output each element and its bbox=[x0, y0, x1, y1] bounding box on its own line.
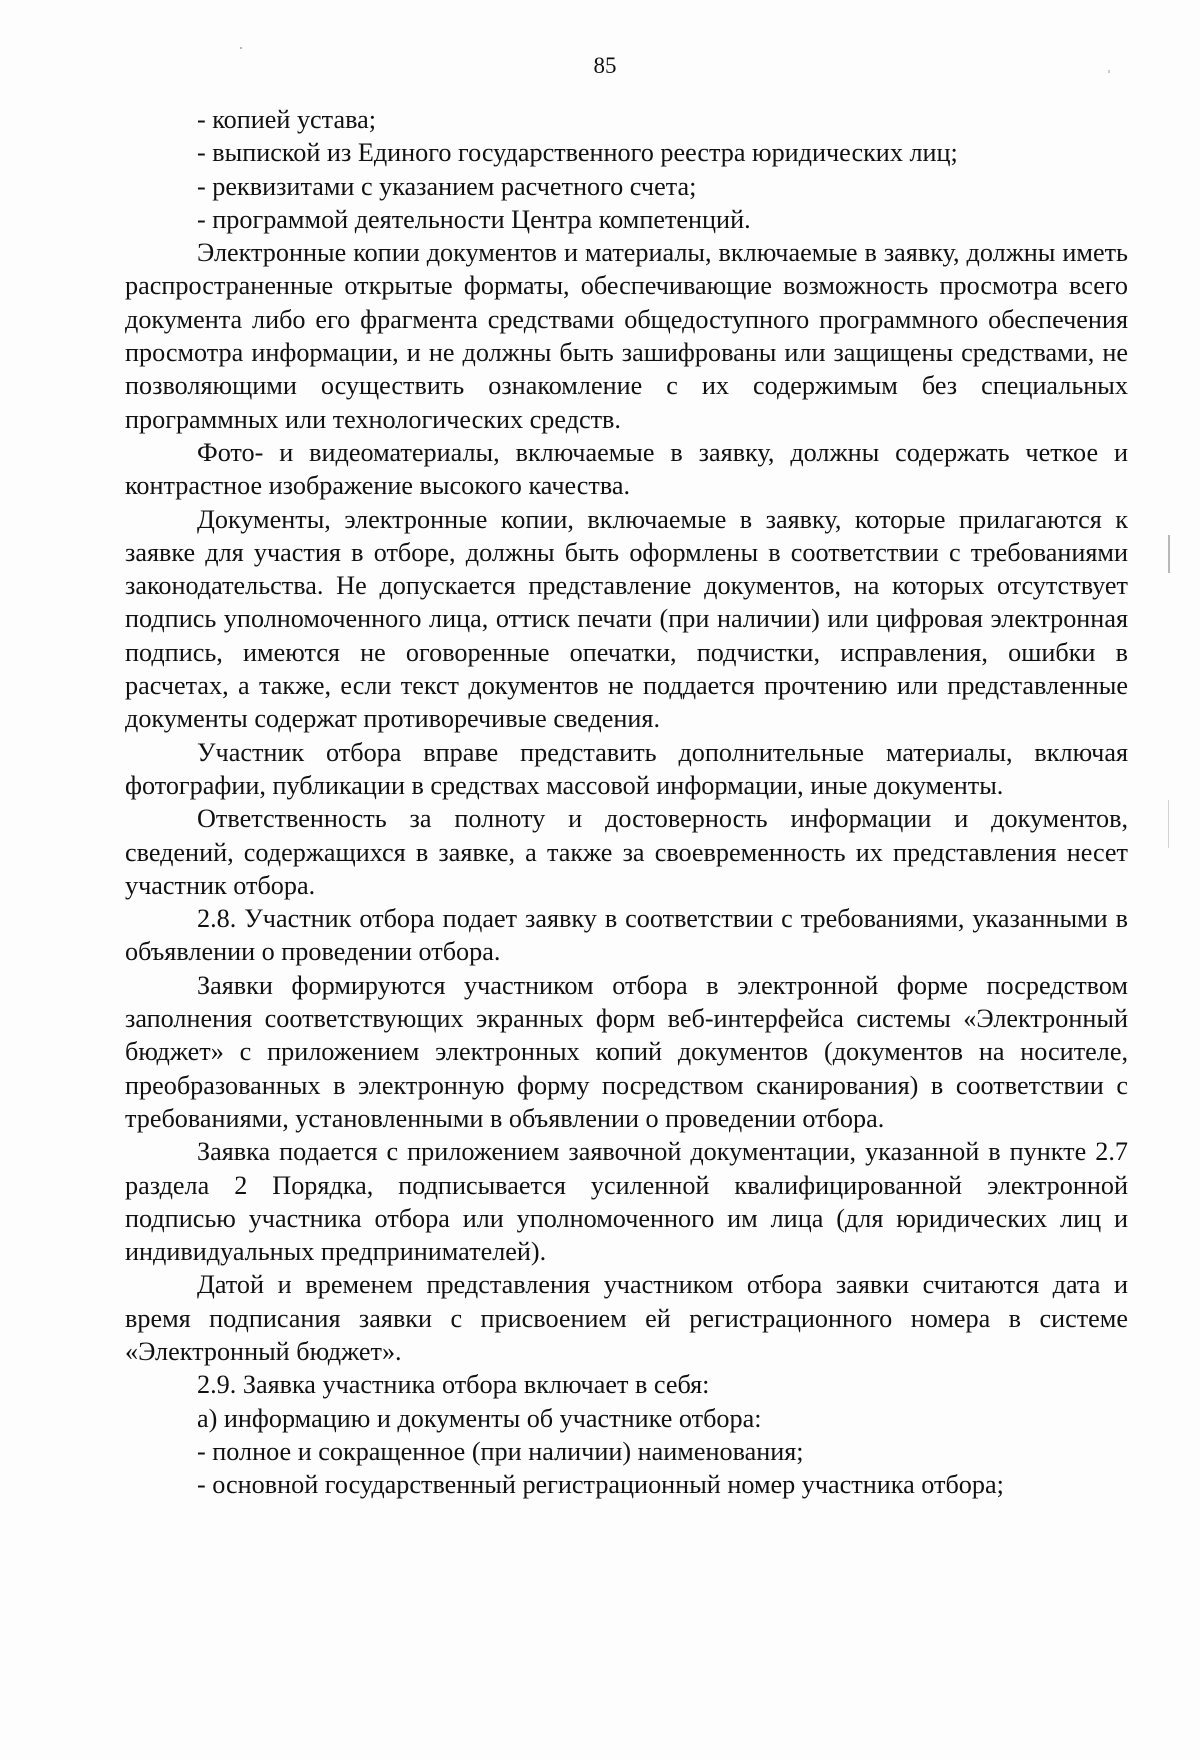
scan-dust-mark bbox=[240, 47, 242, 49]
paragraph-photo-video: Фото- и видеоматериалы, включаемые в заявку, должны содержать четкое и контрастное изображение высокого качества. bbox=[125, 437, 1128, 501]
paragraph-applications-formed: Заявки формируются участником отбора в электронной форме посредством заполнения соответствующих экранных форм веб-интерфейса системы «Электронный бюджет» с приложением электронных копий документов (документов на носителе, преобразованных в электронную форму посредством сканирования) в соответствии с требованиями, установленными в объявлении о проведении отбора. bbox=[125, 970, 1128, 1133]
scan-margin-mark bbox=[1168, 535, 1170, 573]
paragraph-responsibility: Ответственность за полноту и достоверность информации и документов, сведений, содержащихся в заявке, а также за своевременность их представления несет участник отбора. bbox=[125, 804, 1128, 900]
paragraph-application-submitted: Заявка подается с приложением заявочной документации, указанной в пункте 2.7 раздела 2 Порядка, подписывается усиленной квалифицированной электронной подписью участника отбора или уполномоченного им лица (для юридических лиц и индивидуальных предпринимателей). bbox=[125, 1137, 1128, 1267]
list-item-full-name: - полное и сокращенное (при наличии) наименования; bbox=[197, 1436, 804, 1466]
list-item-participant-info: а) информацию и документы об участнике отбора: bbox=[197, 1403, 762, 1433]
page-number: 85 bbox=[593, 53, 617, 78]
paragraph-submission-date: Датой и временем представления участником отбора заявки считаются дата и время подписания заявки с присвоением ей регистрационного номера в системе «Электронный бюджет». bbox=[125, 1270, 1128, 1366]
paragraph-section-2-8: 2.8. Участник отбора подает заявку в соответствии с требованиями, указанными в объявлении о проведении отбора. bbox=[125, 904, 1128, 967]
list-item-registration-number: - основной государственный регистрационный номер участника отбора; bbox=[197, 1470, 1004, 1500]
list-item-bank-details: - реквизитами с указанием расчетного счета; bbox=[197, 171, 697, 201]
paragraph-document-requirements: Документы, электронные копии, включаемые в заявку, которые прилагаются к заявке для участия в отборе, должны быть оформлены в соответствии с требованиями законодательства. Не допускается представление документов, на которых отсутствует подпись уполномоченного лица, оттиск печати (при наличии) или цифровая электронная подпись, имеются не оговоренные опечатки, подчистки, исправления, ошибки в расчетах, а также, если текст документов не поддается прочтению или представленные документы содержат противоречивые сведения. bbox=[125, 504, 1128, 734]
paragraph-section-2-9: 2.9. Заявка участника отбора включает в себя: bbox=[197, 1370, 710, 1400]
scan-margin-mark bbox=[1168, 800, 1169, 848]
list-item-charter-copy: - копией устава; bbox=[197, 105, 376, 134]
paragraph-additional-materials: Участник отбора вправе представить дополнительные материалы, включая фотографии, публикации в средствах массовой информации, иные документы. bbox=[125, 737, 1128, 800]
list-item-activity-program: - программой деятельности Центра компетенций. bbox=[197, 204, 751, 234]
paragraph-electronic-copies: Электронные копии документов и материалы, включаемые в заявку, должны иметь распространенные открытые форматы, обеспечивающие возможность просмотра всего документа либо его фрагмента средствами общедоступного программного обеспечения просмотра информации, и не должны быть зашифрованы или защищены средствами, не позволяющими осуществить ознакомление с их содержимым без специальных программных или технологических средств. bbox=[125, 238, 1128, 434]
document-body bbox=[125, 103, 1128, 1501]
list-item-registry-extract: - выпиской из Единого государственного реестра юридических лиц; bbox=[197, 138, 958, 168]
